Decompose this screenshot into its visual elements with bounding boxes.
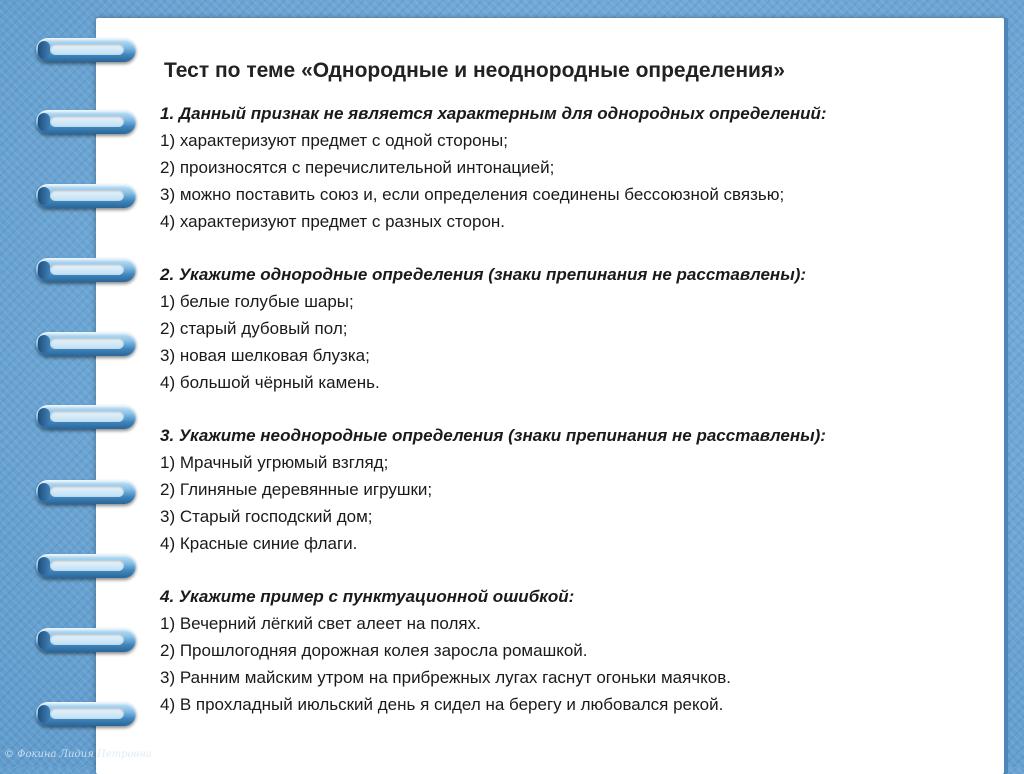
answer-option: 1) белые голубые шары; — [160, 292, 354, 311]
answer-option: 2) Прошлогодняя дорожная колея заросла ромашкой. — [160, 641, 588, 660]
answer-option: 4) Красные синие флаги. — [160, 534, 358, 553]
binder-ring-icon — [36, 110, 136, 134]
test-content — [160, 56, 990, 744]
question-text: 3. Укажите неоднородные определения (знаки препинания не расставлены): — [160, 426, 826, 445]
question-1 — [160, 100, 990, 235]
author-credit: © Фокина Лидия Петровна — [4, 749, 152, 760]
binder-ring-icon — [36, 480, 136, 504]
answer-option: 2) произносятся с перечислительной интонацией; — [160, 158, 555, 177]
binder-ring-icon — [36, 405, 136, 429]
question-3 — [160, 422, 990, 557]
answer-option: 3) можно поставить союз и, если определения соединены бессоюзной связью; — [160, 185, 785, 204]
answer-option: 1) Вечерний лёгкий свет алеет на полях. — [160, 614, 481, 633]
binder-ring-icon — [36, 38, 136, 62]
answer-option: 2) Глиняные деревянные игрушки; — [160, 480, 433, 499]
question-2 — [160, 261, 990, 396]
binder-ring-icon — [36, 628, 136, 652]
answer-option: 3) Старый господский дом; — [160, 507, 373, 526]
binder-ring-icon — [36, 332, 136, 356]
question-text: 2. Укажите однородные определения (знаки препинания не расставлены): — [160, 265, 807, 284]
answer-option: 4) В прохладный июльский день я сидел на берегу и любовался рекой. — [160, 695, 724, 714]
page-title: Тест по теме «Однородные и неоднородные определения» — [164, 59, 785, 82]
question-text: 1. Данный признак не является характерным для однородных определений: — [160, 104, 827, 123]
answer-option: 2) старый дубовый пол; — [160, 319, 348, 338]
answer-option: 1) характеризуют предмет с одной стороны; — [160, 131, 508, 150]
answer-option: 1) Мрачный угрюмый взгляд; — [160, 453, 389, 472]
question-4 — [160, 583, 990, 718]
answer-option: 4) большой чёрный камень. — [160, 373, 380, 392]
question-text: 4. Укажите пример с пунктуационной ошибкой: — [160, 587, 575, 606]
binder-ring-icon — [36, 184, 136, 208]
answer-option: 3) новая шелковая блузка; — [160, 346, 370, 365]
answer-option: 3) Ранним майским утром на прибрежных лугах гаснут огоньки маячков. — [160, 668, 732, 687]
binder-ring-icon — [36, 554, 136, 578]
binder-rings — [0, 0, 160, 767]
binder-ring-icon — [36, 258, 136, 282]
answer-option: 4) характеризуют предмет с разных сторон. — [160, 212, 506, 231]
binder-ring-icon — [36, 702, 136, 726]
